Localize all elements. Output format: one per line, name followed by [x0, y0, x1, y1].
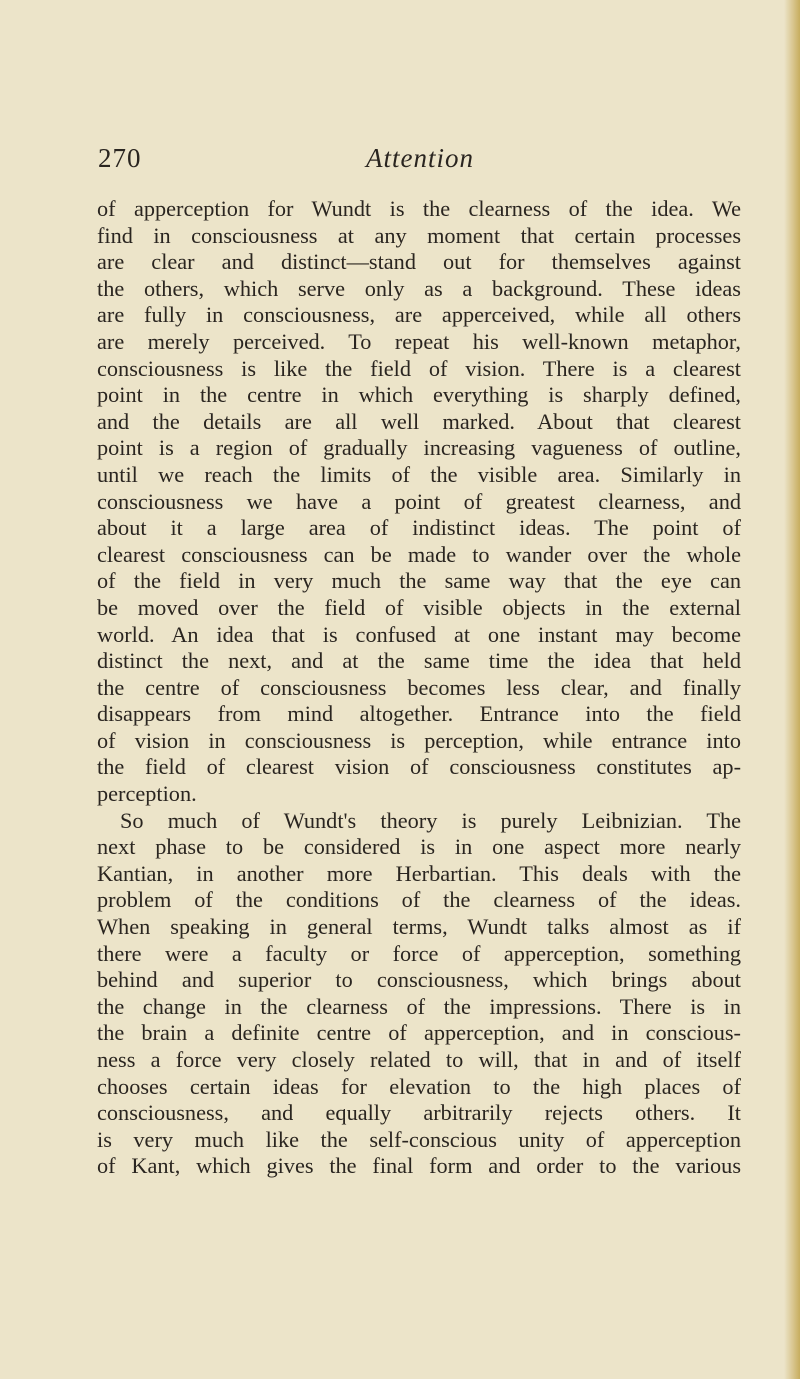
text-line: When speaking in general terms, Wundt talks almost as if: [97, 914, 741, 940]
text-line: clearest consciousness can be made to wander over the whole: [97, 541, 741, 567]
text-line: problem of the conditions of the clearness of the ideas.: [97, 887, 741, 913]
text-line: the brain a definite centre of apperception, and in conscious-: [97, 1020, 741, 1046]
text-line: the field of clearest vision of consciousness constitutes ap-: [97, 754, 741, 780]
text-line: So much of Wundt's theory is purely Leibnizian. The: [120, 807, 741, 833]
text-line: disappears from mind altogether. Entrance into the field: [97, 701, 741, 727]
text-line: next phase to be considered is in one aspect more nearly: [97, 834, 741, 860]
text-line: distinct the next, and at the same time the idea that held: [97, 648, 741, 674]
text-line: of vision in consciousness is perception, while entrance into: [97, 727, 741, 753]
text-line: the others, which serve only as a background. These ideas: [97, 275, 741, 301]
text-line: point is a region of gradually increasing vagueness of outline,: [97, 435, 741, 461]
text-line: are clear and distinct—stand out for themselves against: [97, 249, 741, 275]
text-line: there were a faculty or force of apperception, something: [97, 940, 741, 966]
text-line: consciousness, and equally arbitrarily rejects others. It: [97, 1100, 741, 1126]
text-line: of apperception for Wundt is the clearness of the idea. We: [97, 196, 741, 221]
text-line: Kantian, in another more Herbartian. This deals with the: [97, 860, 741, 886]
text-line: the change in the clearness of the impressions. There is in: [97, 993, 741, 1019]
text-line: are merely perceived. To repeat his well-known metaphor,: [97, 328, 741, 354]
text-line: consciousness we have a point of greatest clearness, and: [97, 488, 741, 514]
text-line: are fully in consciousness, are apperceived, while all others: [97, 302, 741, 328]
text-line: ness a force very closely related to will, that in and of itself: [97, 1047, 741, 1072]
text-line: of Kant, which gives the final form and order to the various: [97, 1153, 741, 1179]
text-line: about it a large area of indistinct ideas. The point of: [97, 515, 741, 541]
running-title: Attention: [366, 143, 474, 173]
page-edge-shading: [784, 0, 800, 1379]
text-line: be moved over the field of visible objects in the external: [97, 594, 741, 620]
running-head: [98, 143, 738, 183]
page-number: 270: [98, 143, 142, 173]
text-line: chooses certain ideas for elevation to the high places of: [97, 1073, 741, 1099]
text-line: and the details are all well marked. About that clearest: [97, 408, 741, 434]
text-line: find in consciousness at any moment that certain processes: [97, 222, 741, 248]
text-line: point in the centre in which everything is sharply defined,: [97, 382, 741, 408]
text-line: until we reach the limits of the visible area. Similarly in: [97, 461, 741, 487]
text-line: behind and superior to consciousness, which brings about: [97, 967, 741, 993]
text-line: of the field in very much the same way that the eye can: [97, 568, 741, 594]
text-line: world. An idea that is confused at one instant may become: [97, 621, 741, 647]
text-line: is very much like the self-conscious unity of apperception: [97, 1126, 741, 1152]
text-line: perception.: [97, 781, 197, 807]
text-line: the centre of consciousness becomes less clear, and finally: [97, 674, 741, 700]
text-line: consciousness is like the field of vision. There is a clearest: [97, 355, 741, 381]
body-text: [97, 196, 741, 1180]
